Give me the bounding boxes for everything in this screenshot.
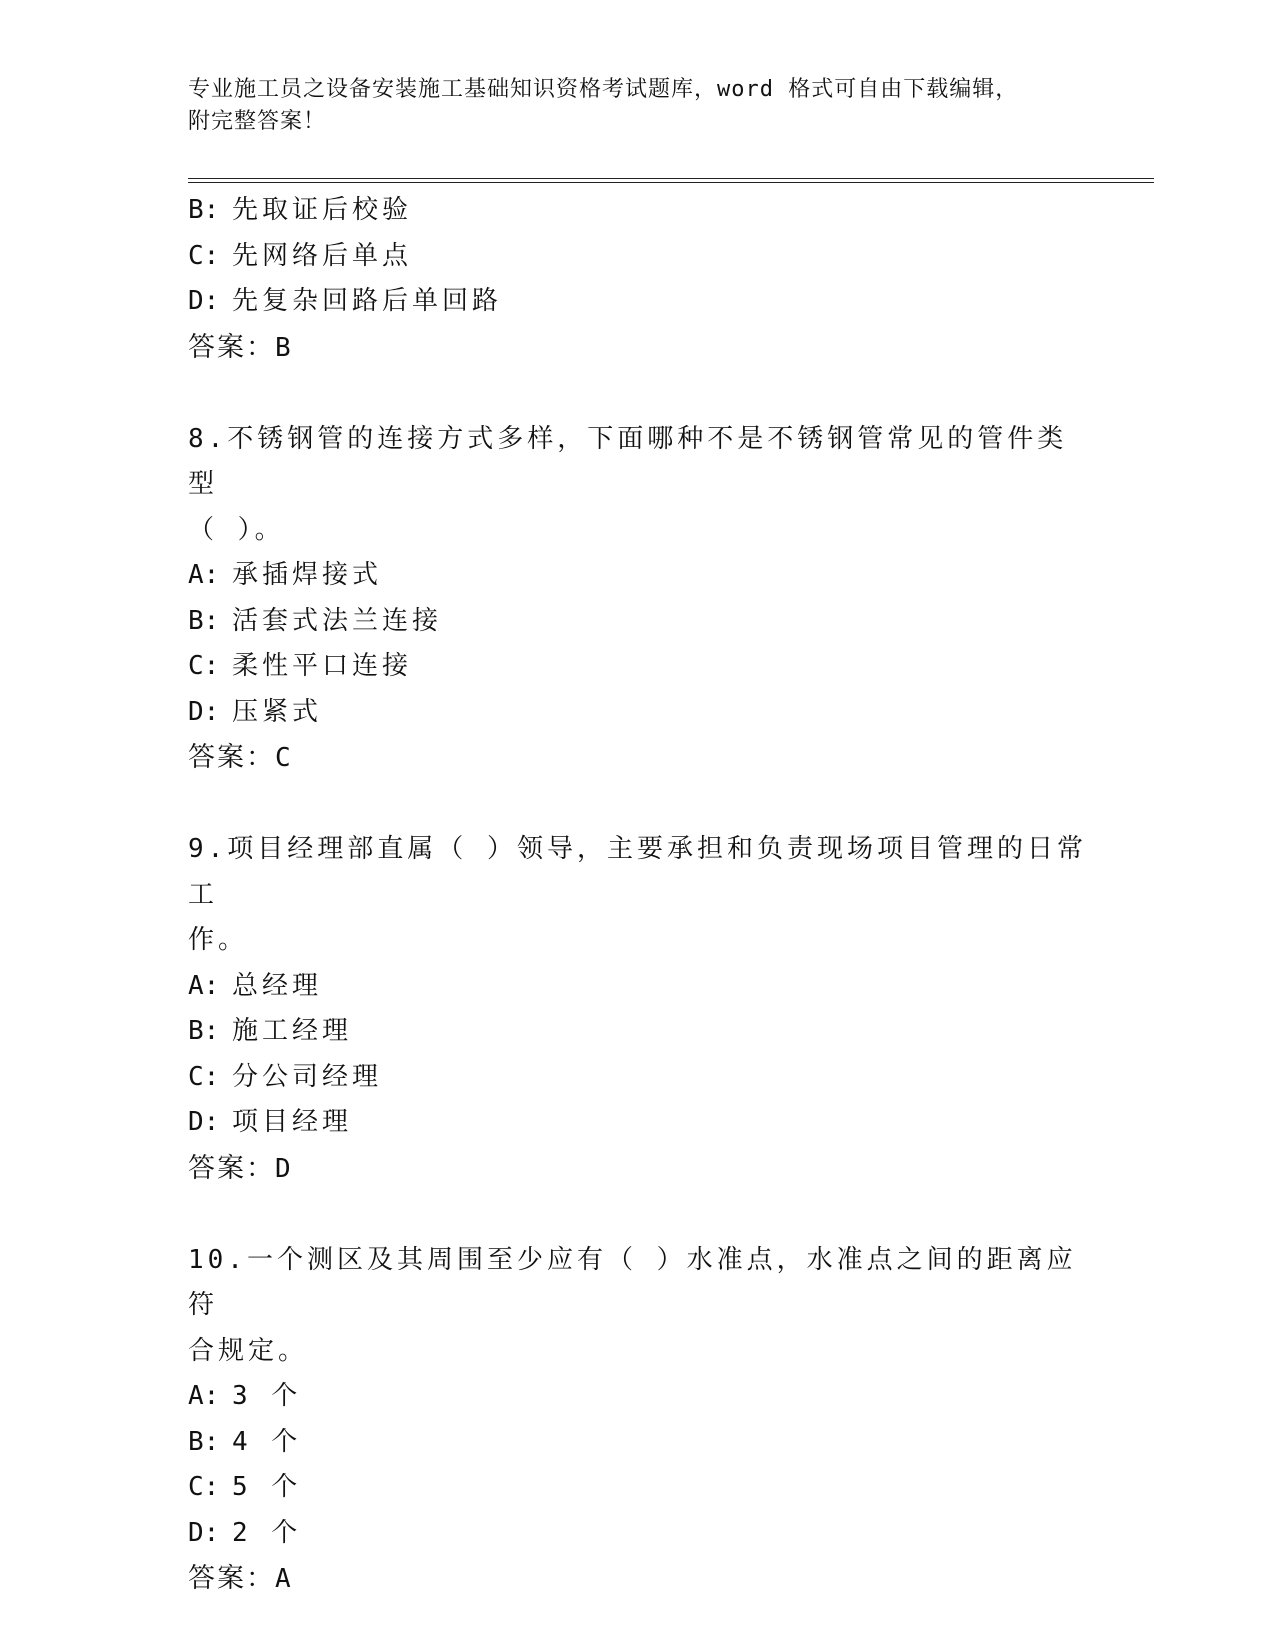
question-stem-line-2: （ ）。	[188, 514, 285, 545]
answer-value: C	[275, 743, 293, 773]
answer-line	[188, 1556, 1088, 1603]
option-d	[188, 1511, 1088, 1557]
question-list	[188, 188, 1088, 1603]
spacer	[188, 371, 1088, 417]
option-c	[188, 1465, 1088, 1511]
option-text: 压紧式	[232, 696, 323, 727]
option-letter: B:	[188, 1016, 220, 1046]
header-title-line-2: 附完整答案！	[188, 109, 327, 134]
question-10	[188, 1238, 1088, 1603]
spacer	[188, 782, 1088, 828]
question-stem-line-1: 8.不锈钢管的连接方式多样，下面哪种不是不锈钢管常见的管件类型	[188, 423, 1068, 499]
option-c	[188, 234, 1088, 280]
option-letter: D:	[188, 696, 220, 727]
option-text: 项目经理	[232, 1107, 353, 1137]
option-d	[188, 279, 1088, 325]
option-text: 柔性平口连接	[232, 651, 413, 681]
answer-line	[188, 1146, 1088, 1193]
option-a	[188, 553, 1088, 599]
spacer	[188, 1192, 1088, 1238]
option-text: 4 个	[232, 1426, 302, 1457]
option-letter: C:	[188, 1472, 220, 1502]
option-letter: B:	[188, 605, 220, 636]
question-stem-line-1: 10.一个测区及其周围至少应有（ ）水准点，水准点之间的距离应符	[188, 1244, 1077, 1320]
document-header	[188, 74, 1068, 138]
answer-line	[188, 325, 1088, 372]
answer-line	[188, 735, 1088, 782]
option-letter: A:	[188, 560, 220, 590]
option-letter: C:	[188, 240, 220, 271]
option-text: 先取证后校验	[232, 195, 413, 225]
answer-label: 答案：	[188, 1563, 275, 1594]
option-letter: A:	[188, 970, 220, 1001]
option-letter: C:	[188, 1061, 220, 1092]
answer-value: D	[275, 1153, 293, 1184]
question-9	[188, 827, 1088, 1192]
option-a	[188, 964, 1088, 1010]
option-c	[188, 1055, 1088, 1101]
answer-label: 答案：	[188, 742, 275, 773]
option-text: 2 个	[232, 1517, 302, 1548]
answer-label: 答案：	[188, 331, 275, 363]
option-text: 分公司经理	[232, 1061, 383, 1092]
option-c	[188, 644, 1088, 690]
question-stem-line-2: 作。	[188, 925, 249, 955]
option-letter: A:	[188, 1381, 220, 1411]
option-text: 5 个	[232, 1472, 302, 1502]
option-a	[188, 1374, 1088, 1420]
question-stem-line-2: 合规定。	[188, 1335, 309, 1366]
question-7-continued	[188, 188, 1088, 371]
answer-label: 答案：	[188, 1152, 275, 1184]
option-text: 先网络后单点	[232, 240, 413, 271]
option-text: 活套式法兰连接	[232, 605, 443, 636]
answer-value: B	[275, 332, 293, 363]
question-stem-line-1: 9.项目经理部直属（ ）领导，主要承担和负责现场项目管理的日常工	[188, 834, 1087, 910]
option-text: 先复杂回路后单回路	[232, 286, 503, 316]
option-text: 施工经理	[232, 1016, 353, 1046]
option-letter: D:	[188, 1107, 220, 1137]
option-d	[188, 690, 1088, 736]
option-d	[188, 1100, 1088, 1146]
header-title-line-1: 专业施工员之设备安装施工基础知识资格考试题库，word 格式可自由下载编辑，	[188, 77, 1019, 102]
header-divider	[188, 178, 1154, 183]
option-b	[188, 188, 1088, 234]
option-text: 3 个	[232, 1381, 302, 1411]
question-8	[188, 417, 1088, 782]
option-letter: D:	[188, 1517, 220, 1548]
option-letter: B:	[188, 195, 220, 225]
option-letter: C:	[188, 651, 220, 681]
option-b	[188, 1420, 1088, 1466]
option-b	[188, 599, 1088, 645]
option-text: 总经理	[232, 970, 323, 1001]
option-letter: B:	[188, 1426, 220, 1457]
option-letter: D:	[188, 286, 220, 316]
option-text: 承插焊接式	[232, 560, 383, 590]
option-b	[188, 1009, 1088, 1055]
answer-value: A	[275, 1564, 293, 1594]
